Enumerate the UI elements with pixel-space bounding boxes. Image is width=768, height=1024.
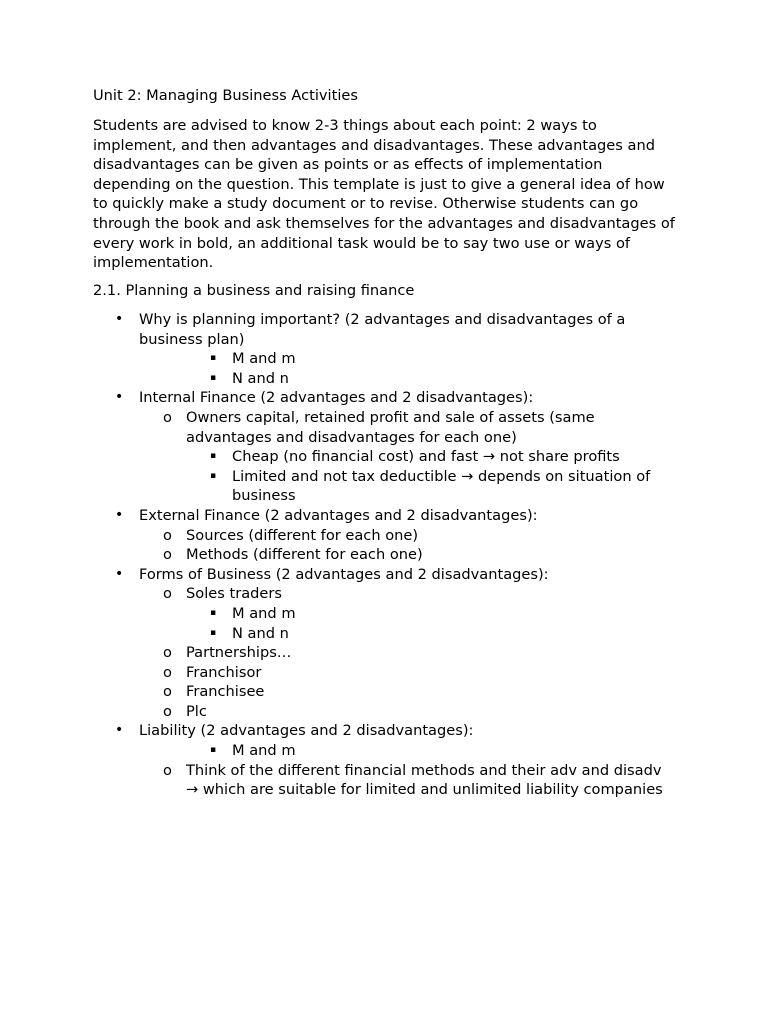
document-heading: Unit 2: Managing Business Activities <box>93 87 358 104</box>
square-marker: ▪ <box>210 451 217 462</box>
circle-marker: o <box>163 761 172 779</box>
list-item <box>0 721 768 741</box>
circle-marker: o <box>163 585 172 603</box>
list-item-text: M and m <box>232 742 296 760</box>
bullet-marker: • <box>115 565 124 582</box>
list-item-text: Liability (2 advantages and 2 disadvantages): <box>139 722 474 740</box>
list-item <box>0 506 768 526</box>
square-marker: ▪ <box>210 745 217 756</box>
list-item-text: M and m <box>232 604 296 622</box>
list-item-text: External Finance (2 advantages and 2 disadvantages): <box>139 506 538 524</box>
circle-marker: o <box>163 702 172 720</box>
circle-marker: o <box>163 683 172 701</box>
list-item <box>0 526 768 546</box>
list-item <box>0 408 768 447</box>
circle-marker: o <box>163 526 172 544</box>
list-item <box>0 369 768 389</box>
circle-marker: o <box>163 408 172 426</box>
bullet-marker: • <box>115 722 124 739</box>
list-item-text: Forms of Business (2 advantages and 2 disadvantages): <box>139 565 549 583</box>
outline-list <box>0 310 768 800</box>
section-title: 2.1. Planning a business and raising finance <box>93 282 415 299</box>
list-item-text: Why is planning important? (2 advantages and disadvantages of a business plan) <box>139 311 626 348</box>
list-item-text: Limited and not tax deductible → depends on situation of business <box>232 467 651 505</box>
list-item-text: Internal Finance (2 advantages and 2 disadvantages): <box>139 389 534 407</box>
bullet-marker: • <box>115 389 124 406</box>
list-item <box>0 349 768 369</box>
square-marker: ▪ <box>210 607 217 618</box>
list-item <box>0 702 768 722</box>
circle-marker: o <box>163 663 172 681</box>
list-item <box>0 604 768 624</box>
list-item <box>0 682 768 702</box>
circle-marker: o <box>163 546 172 564</box>
list-item <box>0 663 768 683</box>
circle-marker: o <box>163 644 172 662</box>
list-item-text: Cheap (no financial cost) and fast → not share profits <box>232 448 620 466</box>
square-marker: ▪ <box>210 353 217 364</box>
list-item <box>0 467 768 506</box>
bullet-marker: • <box>115 311 124 327</box>
list-item <box>0 624 768 644</box>
square-marker: ▪ <box>210 627 217 638</box>
square-marker: ▪ <box>210 372 217 383</box>
square-marker: ▪ <box>210 470 217 481</box>
list-item-text: Owners capital, retained profit and sale of assets (same advantages and disadvantages for each one) <box>186 408 595 446</box>
bullet-marker: • <box>115 506 124 523</box>
list-item <box>0 565 768 585</box>
list-item-text: Think of the different financial methods and their adv and disadv → which are suitable for limited and unlimited liability companies <box>186 761 663 799</box>
list-item-text: N and n <box>232 624 289 642</box>
list-item <box>0 310 768 349</box>
list-item-text: Plc <box>186 702 207 720</box>
list-item-text: Soles traders <box>186 585 282 603</box>
list-item-text: M and m <box>232 350 296 368</box>
list-item <box>0 545 768 565</box>
list-item-text: Partnerships… <box>186 644 292 662</box>
list-item-text: Franchisee <box>186 683 265 701</box>
list-item-text: N and n <box>232 369 289 387</box>
list-item-text: Franchisor <box>186 663 262 681</box>
list-item-text: Methods (different for each one) <box>186 546 423 564</box>
list-item-text: Sources (different for each one) <box>186 526 419 544</box>
intro-paragraph: Students are advised to know 2-3 things about each point: 2 ways to implement, and then advantages and disadvantages. These advantages and disadvantages can be given as points or as effects of implementation depending on the question. This template is just to give a general idea of how to quickly make a study document or to revise. Otherwise students can go through the book and ask themselves for the advantages and disadvantages of every work in bold, an additional task would be to say two use or ways of implementation. <box>93 117 675 272</box>
list-item <box>0 643 768 663</box>
list-item <box>0 584 768 604</box>
list-item <box>0 447 768 467</box>
list-item <box>0 741 768 761</box>
list-item <box>0 761 768 800</box>
list-item <box>0 388 768 408</box>
